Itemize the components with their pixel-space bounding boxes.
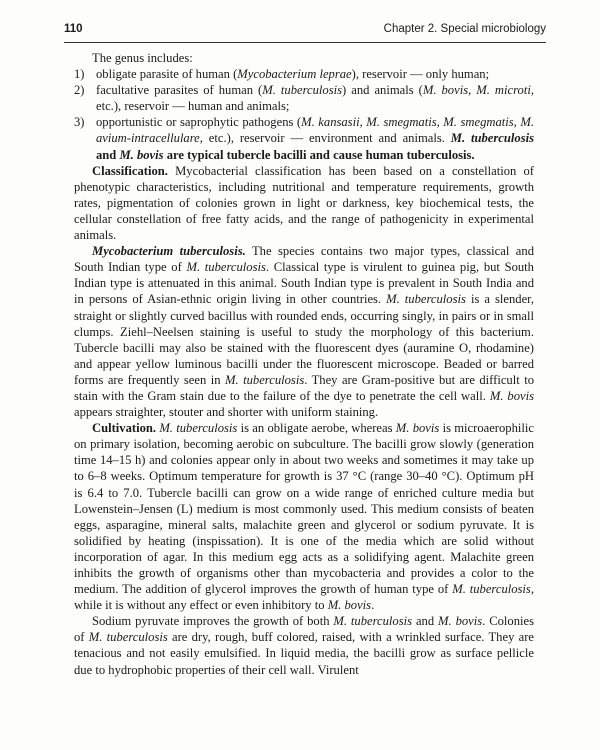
text-run: M. tuberculosis xyxy=(186,260,266,275)
text-run: M. kansasii, M. smegmatis, M. smegmatis, M. avium-intracellulare xyxy=(96,115,534,146)
text-run: Mycobacterium leprae xyxy=(237,67,352,82)
text-run: , etc.), reservoir — environment and animals. xyxy=(199,131,451,146)
text-run: M. tuberculosis xyxy=(452,582,531,597)
text-run: Cultivation. xyxy=(92,421,157,436)
text-run: appears straighter, stouter and shorter with uniform staining. xyxy=(74,405,379,420)
text-run: ) and animals ( xyxy=(342,83,423,98)
text-run: , etc.), reservoir — human and animals; xyxy=(96,83,534,114)
list-number: 1) xyxy=(74,67,85,82)
genus-list-item xyxy=(74,114,534,162)
body-text xyxy=(74,50,534,678)
text-run: M. bovis xyxy=(489,388,535,403)
text-run: obligate parasite of human ( xyxy=(96,67,238,82)
paragraphs xyxy=(74,163,534,678)
text-run: is microaerophilic on primary isolation, becoming aerobic on subculture. The bacilli grow slowly (generation time 14–15 h) and colonies appear only in about two weeks and sometimes it may take up to 6–8 weeks. Optimum temperature for growth is 37 °C (range 30–40 °C). Optimum pH is 6.4 to 7.0. Tubercle bacilli can grow on a wide range of enriched culture media but Lowenstein–Jensen (L) medium is most commonly used. This medium consists of beaten eggs, asparagine, mineral salts, malachite green and glycerol or sodium pyruvate. It is solidified by heating (inspissation). It is one of the media which are solid without incorporation of agar. In this medium egg acts as a solidifying agent. Malachite green inhibits the growth of organisms other than mycobacteria and provides a color to the medium. The addition of glycerol improves the growth of human type of xyxy=(74,421,534,597)
text-run: Classification. xyxy=(92,163,168,178)
header-rule xyxy=(64,42,546,43)
text-run: M. bovis xyxy=(438,614,483,629)
text-run: M. tuberculosis xyxy=(333,614,413,629)
text-run: . xyxy=(371,598,375,613)
text-run: and xyxy=(412,614,439,629)
list-number: 2) xyxy=(74,83,85,98)
text-run: The species contains two major types, classical and South Indian type of xyxy=(74,244,534,275)
paragraph xyxy=(74,613,534,677)
genus-list-item xyxy=(74,66,534,82)
text-run: facultative parasites of human ( xyxy=(96,83,263,98)
text-run: . Classical type is virulent to guinea pig, but South Indian type is attenuated in this animal. South Indian type is prevalent in South India and in persons of Asian-ethnic origin living in other countries. xyxy=(74,260,534,307)
text-run: are typical tubercle bacilli and cause human tuberculosis. xyxy=(163,147,475,162)
text-run: is a slender, straight or slightly curved bacillus with rounded ends, occurring singly, in pairs or in small clumps. Ziehl–Neelsen staining is useful to study the morphology of this bacterium. Tubercle bacilli may also be stained with the fluorescent dyes (auramine O, rhodamine) and appear yellow luminous bacilli under the fluorescent microscope. Beaded or barred forms are frequently seen in xyxy=(74,292,535,387)
text-run: Mycobacterial classification has been based on a constellation of phenotypic characteristics, including nutritional and temperature requirements, growth rates, pigmentation of colonies grown in light or darkness, key biochemical tests, the cellular constellation of free fatty acids, and the range of pathogenicity in experimental animals. xyxy=(74,163,534,243)
list-number: 3) xyxy=(74,115,85,130)
chapter-title: Chapter 2. Special microbiology xyxy=(383,23,546,35)
text-run: M. tuberculosis xyxy=(225,372,305,387)
paragraph xyxy=(74,163,534,243)
text-run: M. tuberculosis xyxy=(262,83,343,98)
text-run: Mycobacterium tuberculosis. xyxy=(92,244,246,259)
text-run: Sodium pyruvate improves the growth of both xyxy=(92,614,334,629)
text-run: and xyxy=(96,147,120,162)
intro-line: The genus includes: xyxy=(92,51,193,65)
text-run: ), reservoir — only human; xyxy=(351,67,490,82)
page-header xyxy=(64,23,546,41)
text-run: are dry, rough, buff colored, raised, with a wrinkled surface. They are tenacious and not easily emulsified. In liquid media, the bacilli grow as surface pellicle due to hydrophobic properties of their cell wall. Virulent xyxy=(74,630,534,677)
text-run: M. bovis, M. microti xyxy=(422,83,531,98)
text-run: opportunistic or saprophytic pathogens ( xyxy=(96,115,302,130)
text-run: M. bovis xyxy=(119,147,164,162)
text-run: M. bovis xyxy=(327,598,372,613)
genus-list xyxy=(74,66,534,163)
page-number: 110 xyxy=(64,23,83,35)
text-run: M. tuberculosis xyxy=(386,292,466,307)
text-run: . Colonies of xyxy=(74,614,535,645)
paragraph xyxy=(74,420,534,613)
text-run: M. bovis xyxy=(395,421,440,436)
text-run: M. tuberculosis xyxy=(450,131,534,146)
text-run: M. tuberculosis xyxy=(88,630,168,645)
genus-list-item xyxy=(74,82,534,114)
text-run: . They are Gram-positive but are difficult to stain with the Gram stain due to the failure of the dye to penetrate the cell wall. xyxy=(74,372,534,403)
paragraph xyxy=(74,243,534,420)
text-run: is an obligate aerobe, whereas xyxy=(237,421,396,436)
text-run: M. tuberculosis xyxy=(159,421,238,436)
text-run: , while it is without any effect or even inhibitory to xyxy=(74,582,534,613)
